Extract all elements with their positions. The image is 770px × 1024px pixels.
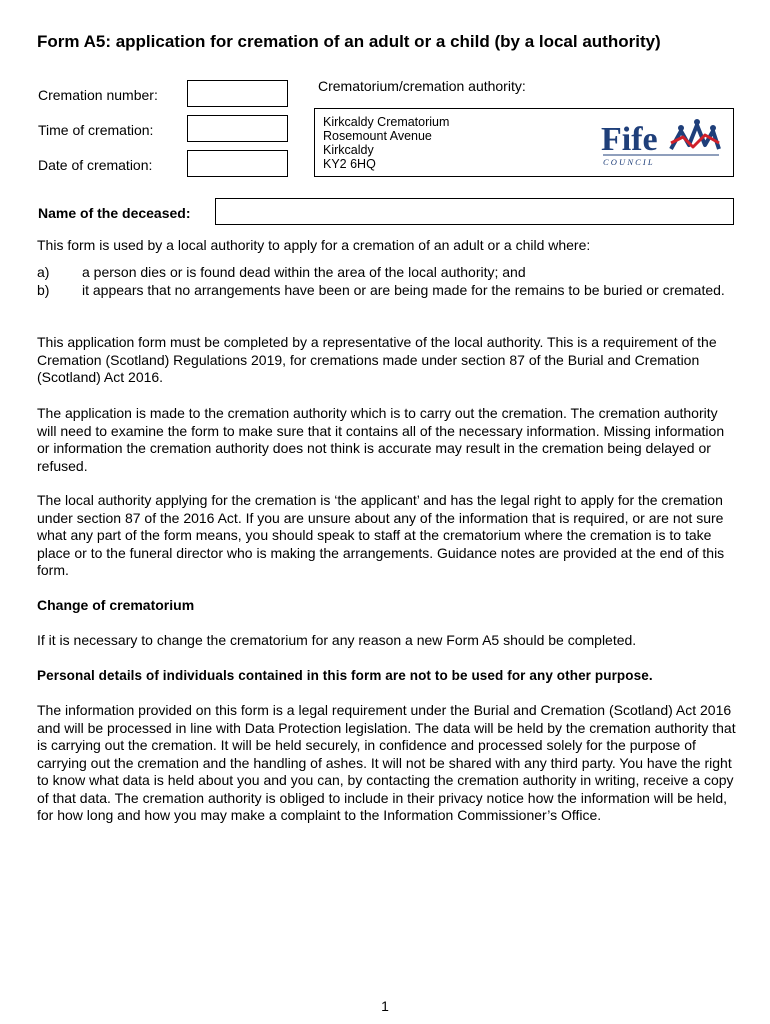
requirement-paragraph: This application form must be completed by a representative of the local authority. This is a requirement of the Cremation (Scotland) Regulations 2019, for cremations made under section 87 of the Burial and Cremation (Scotland) Act 2016.: [37, 334, 717, 385]
data-protection-paragraph: The information provided on this form is a legal requirement under the Burial and Cremation (Scotland) Act 2016 and will be processed in line with Data Protection legislation. The data will be held by the cremation authority that is carrying out the cremation. It will be held securely, in confidence and processed solely for the purpose of carrying out the cremation and the handling of ashes. It will not be shared with any third party. You have the right to know what data is held about you and you can, by contacting the cremation authority in writing, receive a copy of that data. The cremation authority is obliged to include in their privacy notice how the information will be held, for how long and how you may make a complaint to the Information Commissioner’s Office.: [37, 702, 736, 823]
logo-wordmark: Fife: [601, 121, 658, 158]
address-line: KY2 6HQ: [323, 157, 376, 171]
change-paragraph: If it is necessary to change the crematorium for any reason a new Form A5 should be completed.: [37, 632, 637, 648]
deceased-name-field[interactable]: [215, 198, 734, 225]
crematorium-address: [323, 115, 449, 171]
list-text: a person dies or is found dead within the area of the local authority; and: [82, 264, 526, 280]
address-line: Rosemount Avenue: [323, 129, 432, 143]
list-marker: a): [37, 264, 50, 280]
change-heading: Change of crematorium: [37, 597, 195, 613]
crematorium-label: Crematorium/cremation authority:: [318, 78, 526, 94]
address-line: Kirkcaldy: [323, 143, 374, 157]
personal-details-notice: Personal details of individuals contained in this form are not to be used for any other purpose.: [37, 668, 653, 683]
list-marker: b): [37, 281, 50, 298]
deceased-name-label: Name of the deceased:: [38, 205, 191, 221]
time-of-cremation-field[interactable]: [187, 115, 288, 142]
application-paragraph: The application is made to the cremation authority which is to carry out the cremation. The cremation authority will need to examine the form to make sure that it contains all of the necessary information. Missing information or information the cremation authority does not think is accurate may result in the cremation being delayed or refused.: [37, 405, 725, 474]
fife-council-logo: [601, 117, 723, 169]
address-line: Kirkcaldy Crematorium: [323, 115, 450, 129]
logo-figures-icon: [671, 119, 719, 149]
list-item: [37, 282, 737, 300]
list-text: it appears that no arrangements have been or are being made for the remains to be buried or cremated.: [82, 281, 725, 298]
date-of-cremation-field[interactable]: [187, 150, 288, 177]
page-title: Form A5: application for cremation of an adult or a child (by a local authority): [37, 32, 661, 51]
cremation-number-label: Cremation number:: [38, 87, 158, 103]
date-of-cremation-label: Date of cremation:: [38, 157, 153, 173]
intro-paragraph: This form is used by a local authority to apply for a cremation of an adult or a child where:: [37, 237, 591, 253]
crematorium-address-box: [314, 108, 734, 177]
time-of-cremation-label: Time of cremation:: [38, 122, 154, 138]
logo-subtext: C O U N C I L: [603, 157, 653, 167]
list-item: [37, 264, 737, 282]
conditions-list: [37, 264, 737, 299]
cremation-number-field[interactable]: [187, 80, 288, 107]
applicant-paragraph: The local authority applying for the cremation is ‘the applicant’ and has the legal right to apply for the cremation under section 87 of the 2016 Act. If you are unsure about any of the information that is required, or are not sure what any part of the form means, you should speak to staff at the crematorium where the cremation is to take place or to the funeral director who is making the arrangements. Guidance notes are provided at the end of this form.: [37, 492, 725, 578]
page-number: 1: [381, 998, 389, 1014]
